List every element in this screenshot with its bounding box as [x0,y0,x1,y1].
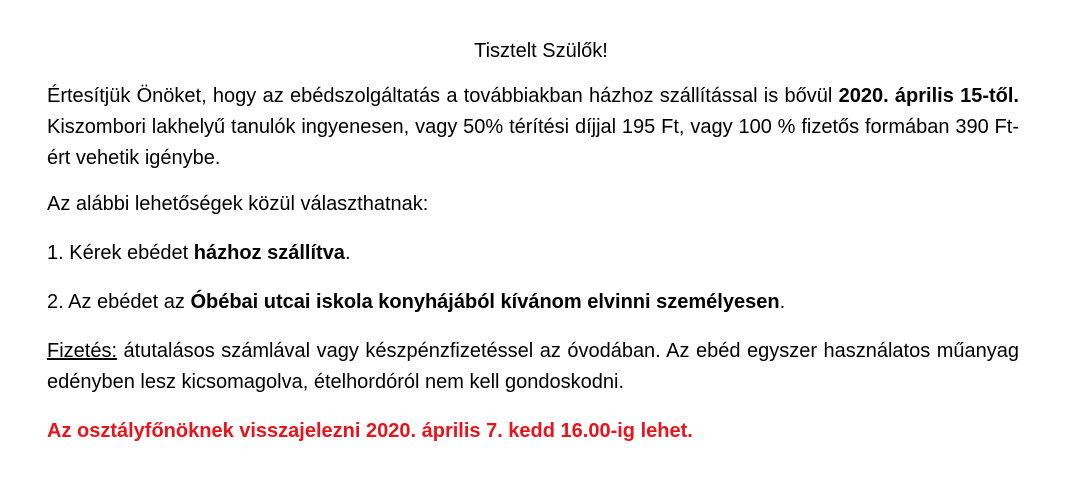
choose-paragraph: Az alábbi lehetőségek közül választhatnak: [47,193,429,215]
option-1 [47,238,1019,269]
option-2-suffix: . [779,291,786,313]
payment-text: átutalásos számlával vagy készpénzfizetéssel az óvodában. Az ebéd egyszer használatos műanyag edényben lesz kicsomagolva, ételhordóról nem kell gondoskodni. [47,340,1019,393]
intro-text-1: Értesítjük Önöket, hogy az ebédszolgáltatás a továbbiakban házhoz szállítással is bővül [47,85,839,107]
option-2-bold: Óbébai utcai iskola konyhájából kívánom elvinni személyesen [190,291,780,313]
intro-text-2: Kiszombori lakhelyű tanulók ingyenesen, vagy 50% térítési díjjal 195 Ft, vagy 100 % fizetős formában 390 Ft-ért vehetik igénybe. [47,116,1019,169]
start-date: 2020. április 15-től. [838,85,1019,107]
payment-label: Fizetés: [47,340,118,362]
intro-paragraph [47,81,1019,174]
option-1-prefix: 1. Kérek ebédet [47,242,194,264]
option-2-prefix: 2. Az ebédet az [47,291,191,313]
option-1-suffix: . [344,242,351,264]
deadline-notice: Az osztályfőnöknek visszajelezni 2020. április 7. kedd 16.00-ig lehet. [47,420,693,442]
option-2 [47,287,1019,318]
option-1-bold: házhoz szállítva [193,242,345,264]
payment-paragraph [47,336,1019,398]
page-title: Tisztelt Szülők! [474,40,608,62]
